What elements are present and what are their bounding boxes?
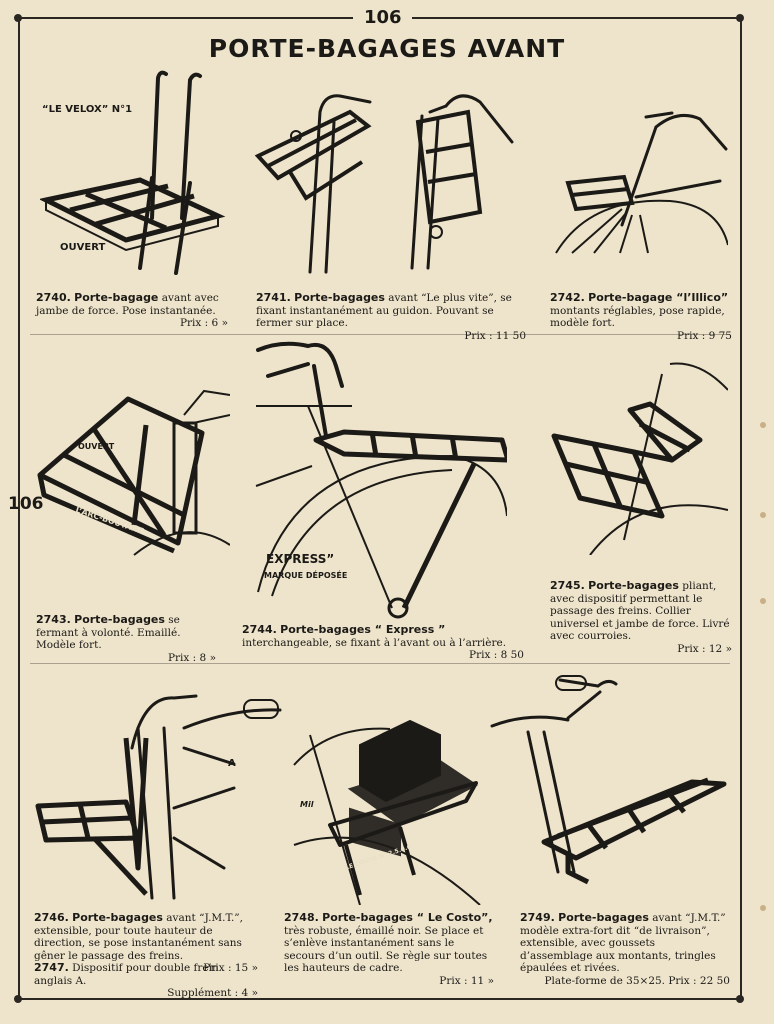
top-rule-left: [18, 17, 353, 19]
item-2744: [242, 624, 524, 662]
item-price: Prix : 9 75: [677, 329, 732, 342]
rack-drawing: [550, 360, 728, 555]
item-price: Prix : 6 »: [179, 317, 228, 329]
figure-2748-le-costo: [290, 705, 495, 905]
item-price: Plate-forme de 35×25. Prix : 22 50: [544, 974, 730, 987]
rack-drawing: [550, 105, 728, 255]
label-letter-a: A: [228, 758, 236, 769]
item-name: Porte-bagage “l’Illico”: [588, 291, 729, 304]
corner-ornament: [14, 995, 22, 1003]
item-description: avant “Le plus vite”, se fixant instantanément au guidon. Pouvant se fermer sur place.: [256, 292, 512, 329]
item-number: 2745.: [550, 579, 585, 592]
label-costo: LE COSTO N° 2.5.0.0: [344, 843, 413, 872]
corner-ornament: [736, 995, 744, 1003]
item-description: avant “J.M.T.” modèle extra-fort dit “de livraison”, extensible, avec goussets d’assemblage aux montants, tringles épaulées et rivées.: [520, 912, 726, 974]
item-2749: [520, 912, 730, 987]
item-number: 2744.: [242, 623, 277, 636]
item-description: interchangeable, se fixant à l’avant ou à l’arrière.: [242, 636, 507, 649]
page-title: PORTE-BAGAGES AVANT: [208, 34, 566, 63]
bicycle-drawing: [34, 688, 284, 910]
item-number: 2749.: [520, 911, 555, 924]
item-number: 2746.: [34, 911, 69, 924]
item-name: Porte-bagages: [558, 911, 649, 924]
top-rule-right: [412, 17, 740, 19]
item-price: Prix : 11 50: [464, 329, 526, 342]
right-rule: [740, 17, 742, 1000]
item-name: Porte-bagages: [294, 291, 385, 304]
item-description: montants réglables, pose rapide, modèle fort.: [550, 304, 725, 329]
figure-2744-express: [252, 336, 507, 626]
item-price: Supplément : 4 »: [167, 987, 258, 999]
rack-drawing: [250, 82, 520, 277]
item-number: 2748.: [284, 911, 319, 924]
figure-2743-arc-boutant: [34, 385, 230, 560]
item-name: Porte-bagages: [588, 579, 679, 592]
figure-2741-le-plus-vite: [250, 82, 520, 277]
item-number: 2743.: [36, 613, 71, 626]
item-2747: [34, 962, 258, 1000]
item-description: avant avec jambe de force. Pose instantanée.: [36, 292, 219, 317]
figure-2742-illico: [550, 105, 728, 255]
label-signature: Mil: [300, 800, 314, 809]
corner-ornament: [736, 14, 744, 22]
page-number-top: 106: [364, 7, 402, 28]
item-number: 2747.: [34, 961, 69, 974]
label-ouvert: OUVERT: [78, 442, 115, 451]
item-2745: [550, 580, 732, 655]
item-price: Prix : 8 »: [167, 651, 216, 664]
label-express: EXPRESS”: [266, 552, 335, 566]
rack-drawing: [34, 385, 230, 560]
figure-2746-jmt: [34, 688, 284, 910]
item-price: Prix : 15 »: [203, 962, 258, 974]
item-number: 2740.: [36, 291, 71, 304]
label-arc-boutant: L’ARC-BOUTANT: [74, 505, 145, 536]
binding-hole: [760, 512, 766, 518]
item-price: Prix : 12 »: [677, 642, 732, 655]
item-2740: [36, 292, 228, 330]
item-number: 2741.: [256, 291, 291, 304]
figure-2749-livraison: [488, 672, 728, 900]
item-price: Prix : 11 »: [439, 974, 494, 987]
rack-drawing: [488, 672, 728, 900]
item-name: Porte-bagages “ Express ”: [280, 623, 446, 636]
binding-hole: [760, 905, 766, 911]
item-name: Porte-bagages “ Le Costo”,: [322, 911, 493, 924]
item-2743: [36, 614, 216, 664]
rack-drawing: [290, 705, 495, 905]
corner-ornament: [14, 14, 22, 22]
item-price: Prix : 8 50: [469, 649, 524, 661]
figure-2740-velox: [40, 68, 230, 288]
item-description: Dispositif pour double frein anglais A.: [34, 962, 219, 987]
page-number-side: 106: [8, 494, 44, 514]
binding-hole: [760, 422, 766, 428]
label-marque-deposee: MARQUE DÉPOSÉE: [264, 571, 348, 580]
item-name: Porte-bagages: [72, 911, 163, 924]
label-ouvert: OUVERT: [60, 242, 106, 253]
item-2742: [550, 292, 732, 342]
item-name: Porte-bagages: [74, 613, 165, 626]
item-description: avant “J.M.T.”, extensible, pour toute hauteur de direction, se pose instantanément sans gêner le passage des freins.: [34, 912, 244, 962]
item-number: 2742.: [550, 291, 585, 304]
figure-2745-pliant: [550, 360, 728, 555]
rack-drawing: [40, 68, 230, 288]
item-2741: [256, 292, 526, 342]
item-2748: [284, 912, 494, 987]
binding-hole: [760, 598, 766, 604]
item-description: se fermant à volonté. Emaillé. Modèle fort.: [36, 614, 181, 651]
label-velox: “LE VELOX” N°1: [42, 104, 133, 115]
item-name: Porte-bagage: [74, 291, 159, 304]
bicycle-drawing: [252, 336, 507, 626]
item-description: très robuste, émaillé noir. Se place et s’enlève instantanément sans le secours d’un outil. Se règle sur toutes les hauteurs de cadre.: [284, 924, 488, 974]
item-description: pliant, avec dispositif permettant le passage des freins. Collier universel et jambe de force. Livré avec courroies.: [550, 580, 730, 642]
